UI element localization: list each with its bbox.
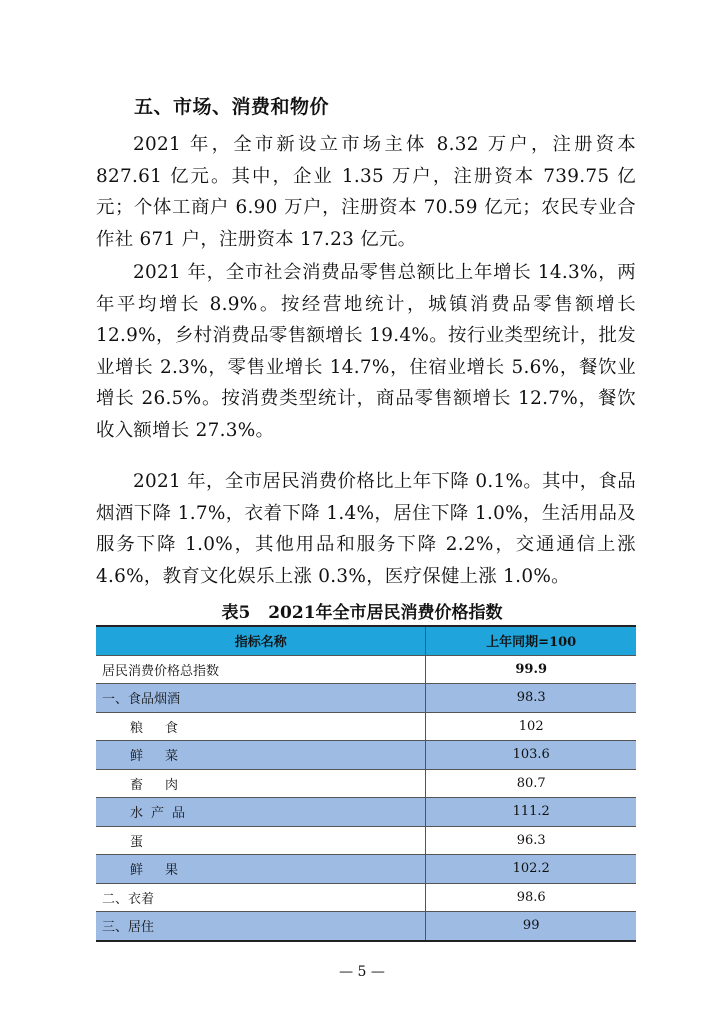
row-label-text: 粮食 bbox=[130, 720, 201, 736]
paragraph-retail-sales: 2021 年，全市社会消费品零售总额比上年增长 14.3%，两年平均增长 8.9%。按经营地统计，城镇消费品零售额增长 12.9%，乡村消费品零售额增长 19.4%。按行业类型统计，批发业增长 2.3%，零售业增长 14.7%，住宿业增长 5.6%，餐饮业增长 26.5%。按消费类型统计，商品零售额增长 12.7%，餐饮收入额增长 27.3%。 bbox=[96, 262, 636, 441]
row-value: 98.6 bbox=[426, 883, 636, 912]
paragraph-market-entities: 2021 年，全市新设立市场主体 8.32 万户，注册资本 827.61 亿元。其中，企业 1.35 万户，注册资本 739.75 亿元；个体工商户 6.90 万户，注册资本 70.59 亿元；农民专业合作社 671 户，注册资本 17.23 亿元。 bbox=[96, 134, 636, 250]
row-label: 二、衣着 bbox=[96, 883, 426, 912]
table-row bbox=[96, 826, 636, 855]
row-value: 102.2 bbox=[426, 855, 636, 884]
table-row bbox=[96, 883, 636, 912]
table-row bbox=[96, 684, 636, 713]
table-row bbox=[96, 798, 636, 827]
row-value: 80.7 bbox=[426, 769, 636, 798]
row-label-text: 鲜菜 bbox=[130, 749, 201, 765]
row-value: 99.9 bbox=[426, 655, 636, 684]
table-row bbox=[96, 655, 636, 684]
row-label bbox=[96, 855, 426, 884]
row-label-text: 蛋 bbox=[130, 834, 166, 850]
table-caption-number: 表5 bbox=[221, 603, 251, 623]
row-label-text: 畜肉 bbox=[130, 777, 201, 793]
column-header-index: 上年同期=100 bbox=[426, 626, 636, 655]
table-row bbox=[96, 912, 636, 941]
row-value: 103.6 bbox=[426, 741, 636, 770]
row-label: 三、居住 bbox=[96, 912, 426, 941]
table-row bbox=[96, 712, 636, 741]
row-value: 96.3 bbox=[426, 826, 636, 855]
row-label bbox=[96, 741, 426, 770]
row-label-text: 水产品 bbox=[130, 806, 194, 822]
row-label: 居民消费价格总指数 bbox=[96, 655, 426, 684]
table-caption-title: 2021年全市居民消费价格指数 bbox=[268, 603, 503, 623]
row-value: 102 bbox=[426, 712, 636, 741]
row-value: 99 bbox=[426, 912, 636, 941]
column-header-indicator: 指标名称 bbox=[96, 626, 426, 655]
paragraph-consumer-prices: 2021 年，全市居民消费价格比上年下降 0.1%。其中，食品烟酒下降 1.7%，衣着下降 1.4%，居住下降 1.0%，生活用品及服务下降 1.0%，其他用品和服务下降 2.2%，交通通信上涨 4.6%，教育文化娱乐上涨 0.3%，医疗保健上涨 1.0%。 bbox=[96, 471, 636, 587]
table-row bbox=[96, 741, 636, 770]
row-label bbox=[96, 769, 426, 798]
cpi-table bbox=[96, 625, 636, 942]
row-label bbox=[96, 826, 426, 855]
row-value: 111.2 bbox=[426, 798, 636, 827]
table-row bbox=[96, 855, 636, 884]
row-label-text: 鲜果 bbox=[130, 863, 201, 879]
section-heading: 五、市场、消费和物价 bbox=[134, 96, 330, 118]
table-header-row bbox=[96, 626, 636, 655]
row-label: 一、食品烟酒 bbox=[96, 684, 426, 713]
row-value: 98.3 bbox=[426, 684, 636, 713]
row-label bbox=[96, 798, 426, 827]
table-caption bbox=[0, 598, 724, 623]
table-row bbox=[96, 769, 636, 798]
row-label bbox=[96, 712, 426, 741]
page-number: — 5 — bbox=[339, 964, 385, 980]
